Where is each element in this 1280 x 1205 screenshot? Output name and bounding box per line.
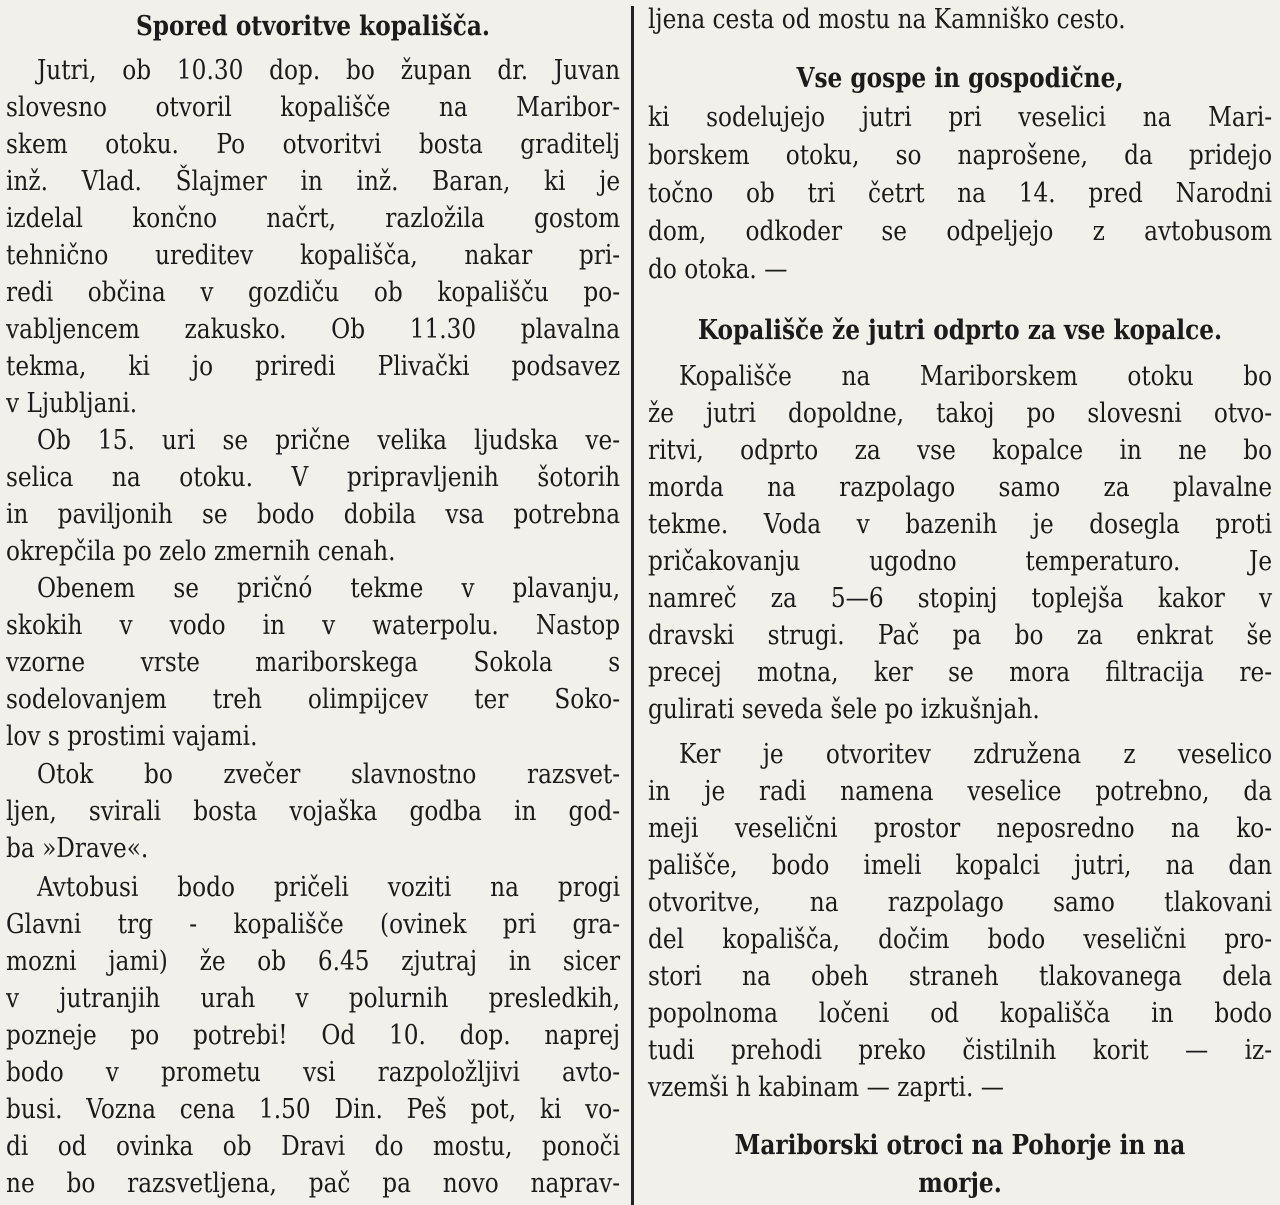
text-line: precej motna, ker se mora filtracija re-: [648, 657, 1273, 688]
text-line: mozni jami) že ob 6.45 zjutraj in sicer: [6, 946, 621, 977]
text-line: slovesno otvoril kopališče na Maribor-: [6, 92, 621, 123]
text-line: borskem otoku, so naprošene, da pridejo: [648, 140, 1273, 171]
text-line: vzorne vrste mariborskega Sokola s: [6, 647, 621, 678]
heading-mariborski-otroci: Mariborski otroci na Pohorje in na: [734, 1130, 1186, 1161]
text-line: ljena cesta od mostu na Kamniško cesto.: [648, 4, 1126, 35]
text-line: Glavni trg - kopališče (ovinek pri gra-: [6, 909, 621, 940]
text-line: ki sodelujejo jutri pri veselici na Mari-: [648, 102, 1273, 133]
text-line: skem otoku. Po otvoritvi bosta graditelj: [6, 129, 621, 160]
text-line: di od ovinka ob Dravi do mostu, ponoči: [6, 1131, 621, 1162]
text-line: skokih v vodo in v waterpolu. Nastop: [6, 610, 621, 641]
text-line: in paviljonih se bodo dobila vsa potrebna: [6, 499, 621, 530]
column-divider: [631, 6, 634, 1205]
text-line: ritvi, odprto za vse kopalce in ne bo: [648, 435, 1273, 466]
text-line: in je radi namena veselice potrebno, da: [648, 776, 1273, 807]
heading-mariborski-otroci-cont: morje.: [918, 1168, 1002, 1199]
text-line: meji veselični prostor neposredno na ko-: [648, 813, 1273, 844]
text-line: tudi prehodi preko čistilnih korit — iz-: [648, 1035, 1273, 1066]
text-line: točno ob tri četrt na 14. pred Narodni: [648, 178, 1273, 209]
text-line: redi občina v gozdiču ob kopališču po-: [6, 277, 621, 308]
text-line: izdelal končno načrt, razložila gostom: [6, 203, 621, 234]
text-line: pričakovanju ugodno temperaturo. Je: [648, 546, 1273, 577]
text-line: stori na obeh straneh tlakovanega dela: [648, 961, 1273, 992]
text-line: gulirati seveda šele po izkušnjah.: [648, 694, 1040, 725]
text-line: bodo v prometu vsi razpoložljivi avto-: [6, 1057, 621, 1088]
text-line: ljen, svirali bosta vojaška godba in god-: [6, 796, 621, 827]
text-line: vzemši h kabinam — zaprti. —: [648, 1072, 1004, 1103]
text-line: Avtobusi bodo pričeli voziti na progi: [36, 872, 621, 903]
text-line: popolnoma ločeni od kopališča in bodo: [648, 998, 1273, 1029]
text-line: do otoka. —: [648, 254, 788, 285]
text-line: tekma, ki jo priredi Plivački podsavez: [6, 351, 621, 382]
text-line: tekme. Voda v bazenih je dosegla proti: [648, 509, 1273, 540]
text-line: Ob 15. uri se prične velika ljudska ve-: [36, 425, 621, 456]
text-line: namreč za 5—6 stopinj toplejša kakor v: [648, 583, 1273, 614]
text-line: vabljencem zakusko. Ob 11.30 plavalna: [6, 314, 621, 345]
heading-spored-otvoritve: Spored otvoritve kopališča.: [136, 11, 490, 42]
text-line: Otok bo zvečer slavnostno razsvet-: [36, 759, 621, 790]
text-line: dravski strugi. Pač pa bo za enkrat še: [648, 620, 1273, 651]
text-line: ne bo razsvetljena, pač pa novo naprav-: [6, 1168, 621, 1199]
text-line: otvoritve, na razpolago samo tlakovani: [648, 887, 1273, 918]
text-line: že jutri dopoldne, takoj po slovesni otvo-: [648, 398, 1273, 429]
text-line: pozneje po potrebi! Od 10. dop. naprej: [6, 1020, 621, 1051]
heading-kopalisce-odprto: Kopališče že jutri odprto za vse kopalce.: [697, 315, 1223, 346]
text-line: okrepčila po zelo zmernih cenah.: [6, 536, 396, 567]
text-line: v Ljubljani.: [6, 388, 138, 419]
text-line: pališče, bodo imeli kopalci jutri, na dan: [648, 850, 1273, 881]
text-line: ba »Drave«.: [6, 833, 149, 864]
text-line: Ker je otvoritev združena z veselico: [678, 739, 1273, 770]
text-line: Kopališče na Mariborskem otoku bo: [678, 361, 1273, 392]
text-line: selica na otoku. V pripravljenih šotorih: [6, 462, 621, 493]
heading-vse-gospe: Vse gospe in gospodične,: [796, 63, 1124, 94]
text-line: Jutri, ob 10.30 dop. bo župan dr. Juvan: [36, 55, 621, 86]
text-line: Obenem se pričnó tekme v plavanju,: [36, 573, 621, 604]
text-line: sodelovanjem treh olimpijcev ter Soko-: [6, 684, 621, 715]
text-line: lov s prostimi vajami.: [6, 721, 258, 752]
text-line: busi. Vozna cena 1.50 Din. Peš pot, ki vo-: [6, 1094, 621, 1125]
text-line: v jutranjih urah v polurnih presledkih,: [6, 983, 621, 1014]
text-line: morda na razpolago samo za plavalne: [648, 472, 1273, 503]
text-line: del kopališča, dočim bodo veselični pro-: [648, 924, 1273, 955]
text-line: dom, odkoder se odpeljejo z avtobusom: [648, 216, 1273, 247]
text-line: inž. Vlad. Šlajmer in inž. Baran, ki je: [6, 166, 621, 197]
text-line: tehnično ureditev kopališča, nakar pri-: [6, 240, 621, 271]
